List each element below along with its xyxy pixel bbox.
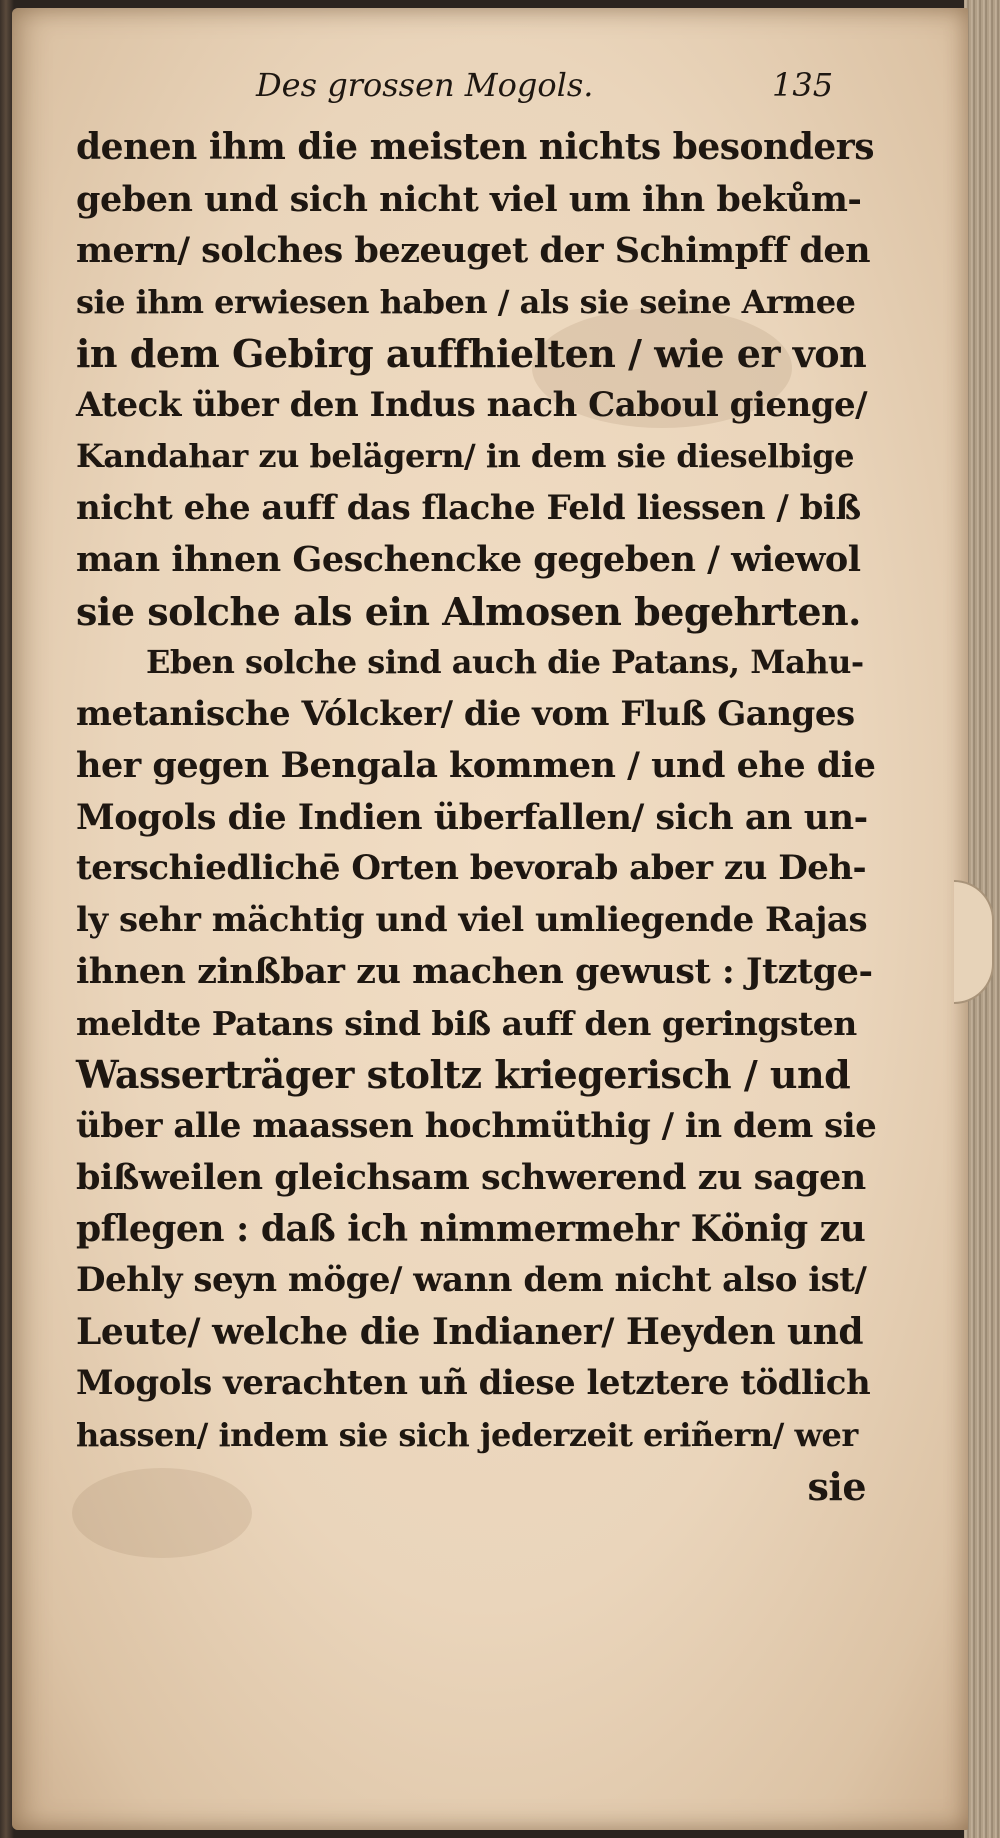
page-number: 135 [772, 66, 834, 104]
text-line: sie solche als ein Almosen begehrten. [76, 588, 861, 634]
text-line: über alle maassen hochmüthig / in dem sie [76, 1105, 877, 1146]
text-line: in dem Gebirg auffhielten / wie er von [76, 331, 867, 376]
text-line: terschiedlichē Orten bevorab aber zu Deh- [76, 848, 867, 888]
text-line: mern/ solches bezeuget der Schimpff den [76, 230, 871, 271]
catchword: sie [807, 1464, 866, 1509]
text-line: sie ihm erwiesen haben / als sie seine Armee [76, 282, 856, 321]
text-line: geben und sich nicht viel um ihn bekům- [76, 178, 862, 220]
text-line: Kandahar zu belägern/ in dem sie dieselbige [76, 437, 854, 475]
text-line: pflegen : daß ich nimmermehr König zu [76, 1207, 866, 1250]
text-line: hassen/ indem sie sich jederzeit eriñern/ wer [76, 1415, 858, 1454]
text-line: nicht ehe auff das flache Feld liessen / biß [76, 487, 861, 528]
text-line: her gegen Bengala kommen / und ehe die [76, 745, 876, 786]
text-line: meldte Patans sind biß auff den geringsten [76, 1003, 857, 1043]
text-line: Dehly seyn möge/ wann dem nicht also ist/ [76, 1260, 867, 1300]
text-line: Mogols verachten uñ diese letztere tödlich [76, 1363, 871, 1403]
text-line: Mogols die Indien überfallen/ sich an un- [76, 796, 868, 838]
text-line: bißweilen gleichsam schwerend zu sagen [76, 1157, 866, 1198]
text-line: Ateck über den Indus nach Caboul gienge/ [76, 384, 868, 425]
text-line-paragraph-start: Eben solche sind auch die Patans, Mahu- [146, 643, 864, 681]
text-line: ihnen zinßbar zu machen gewust : Jtztge- [76, 951, 873, 992]
text-line: Wasserträger stoltz kriegerisch / und [76, 1052, 851, 1097]
text-line: man ihnen Geschencke gegeben / wiewol [76, 539, 861, 580]
text-line: ly sehr mächtig und viel umliegende Rajas [76, 899, 868, 940]
page-text [76, 66, 876, 1513]
text-line: Leute/ welche die Indianer/ Heyden und [76, 1310, 864, 1353]
running-title: Des grossen Mogols. [256, 66, 594, 104]
page-header [76, 66, 876, 106]
text-line: metanische Vólcker/ die vom Fluß Ganges [76, 693, 855, 734]
text-line: denen ihm die meisten nichts besonders [76, 126, 875, 168]
